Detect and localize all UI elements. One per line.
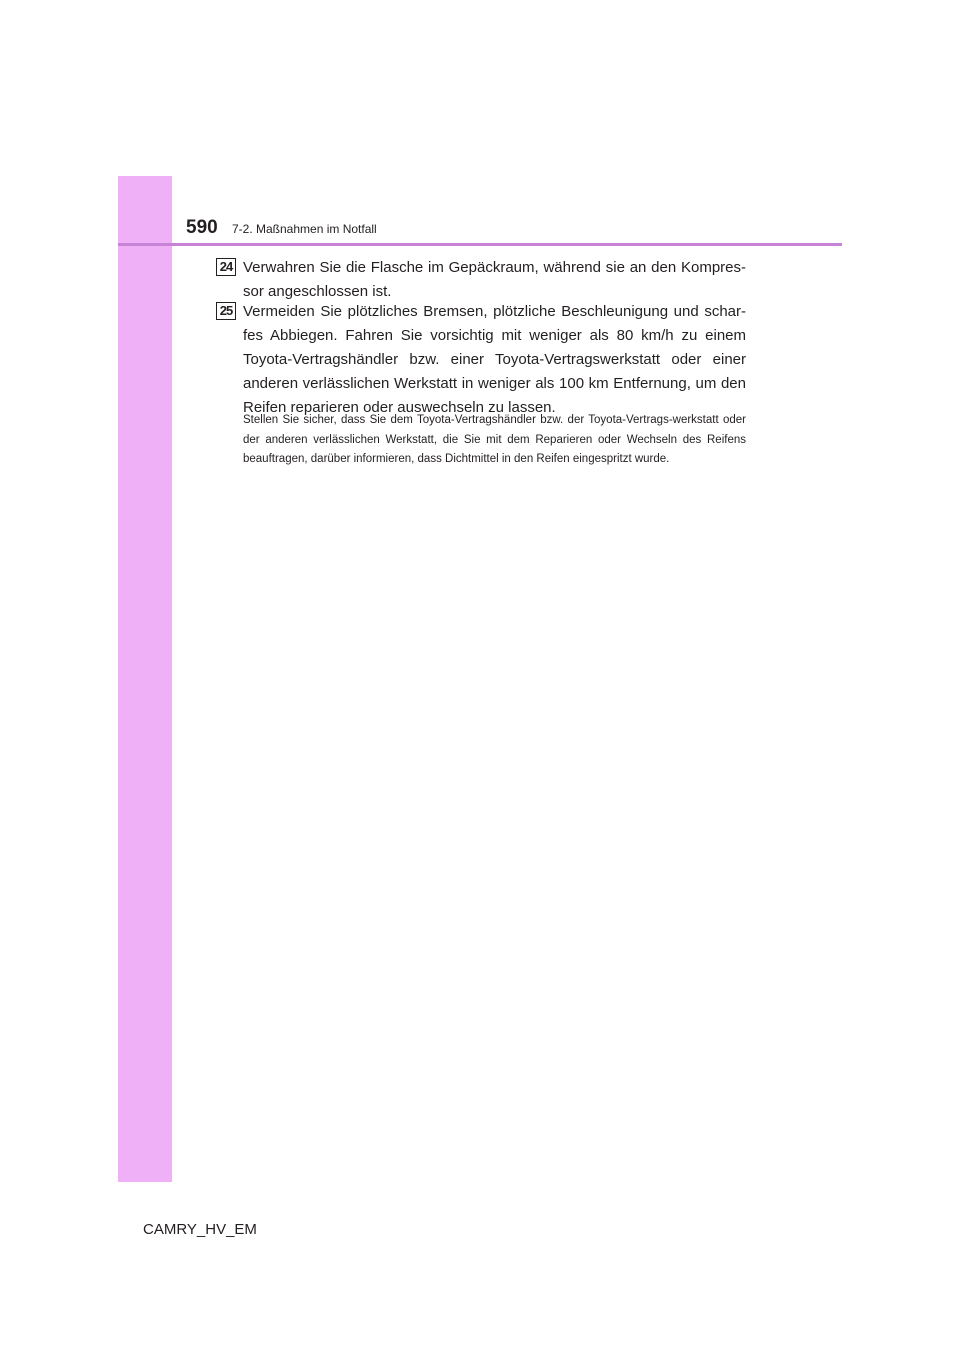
step-text: Vermeiden Sie plötzliches Bremsen, plötzliche Beschleunigung und schar-fes Abbiegen. Fahren Sie vorsichtig mit weniger als 80 km/h zu einem Toyota-Vertragshändler bzw. einer Toyota-Vertragswerkstatt oder einer anderen verlässlichen Werkstatt in weniger als 100 km Entfernung, um den Reifen reparieren oder auswechseln zu lassen. <box>243 303 746 416</box>
section-color-tab <box>118 176 172 1182</box>
step-number-badge: 25 <box>216 302 236 320</box>
section-title: 7-2. Maßnahmen im Notfall <box>232 222 377 236</box>
step-item <box>216 300 746 416</box>
step-number-badge: 24 <box>216 258 236 276</box>
note-paragraph: Stellen Sie sicher, dass Sie dem Toyota-Vertragshändler bzw. der Toyota-Vertrags-werkstatt oder der anderen verlässlichen Werkstatt, die Sie mit dem Reparieren oder Wechseln des Reifens beauftragen, darüber informieren, dass Dichtmittel in den Reifen eingespritzt wurde. <box>243 414 746 465</box>
header-divider <box>118 243 842 246</box>
step-text: Verwahren Sie die Flasche im Gepäckraum, während sie an den Kompres-sor angeschlossen ist. <box>243 259 746 300</box>
step-item <box>216 256 746 304</box>
page-number: 590 <box>186 217 218 238</box>
model-code: CAMRY_HV_EM <box>143 1221 257 1238</box>
